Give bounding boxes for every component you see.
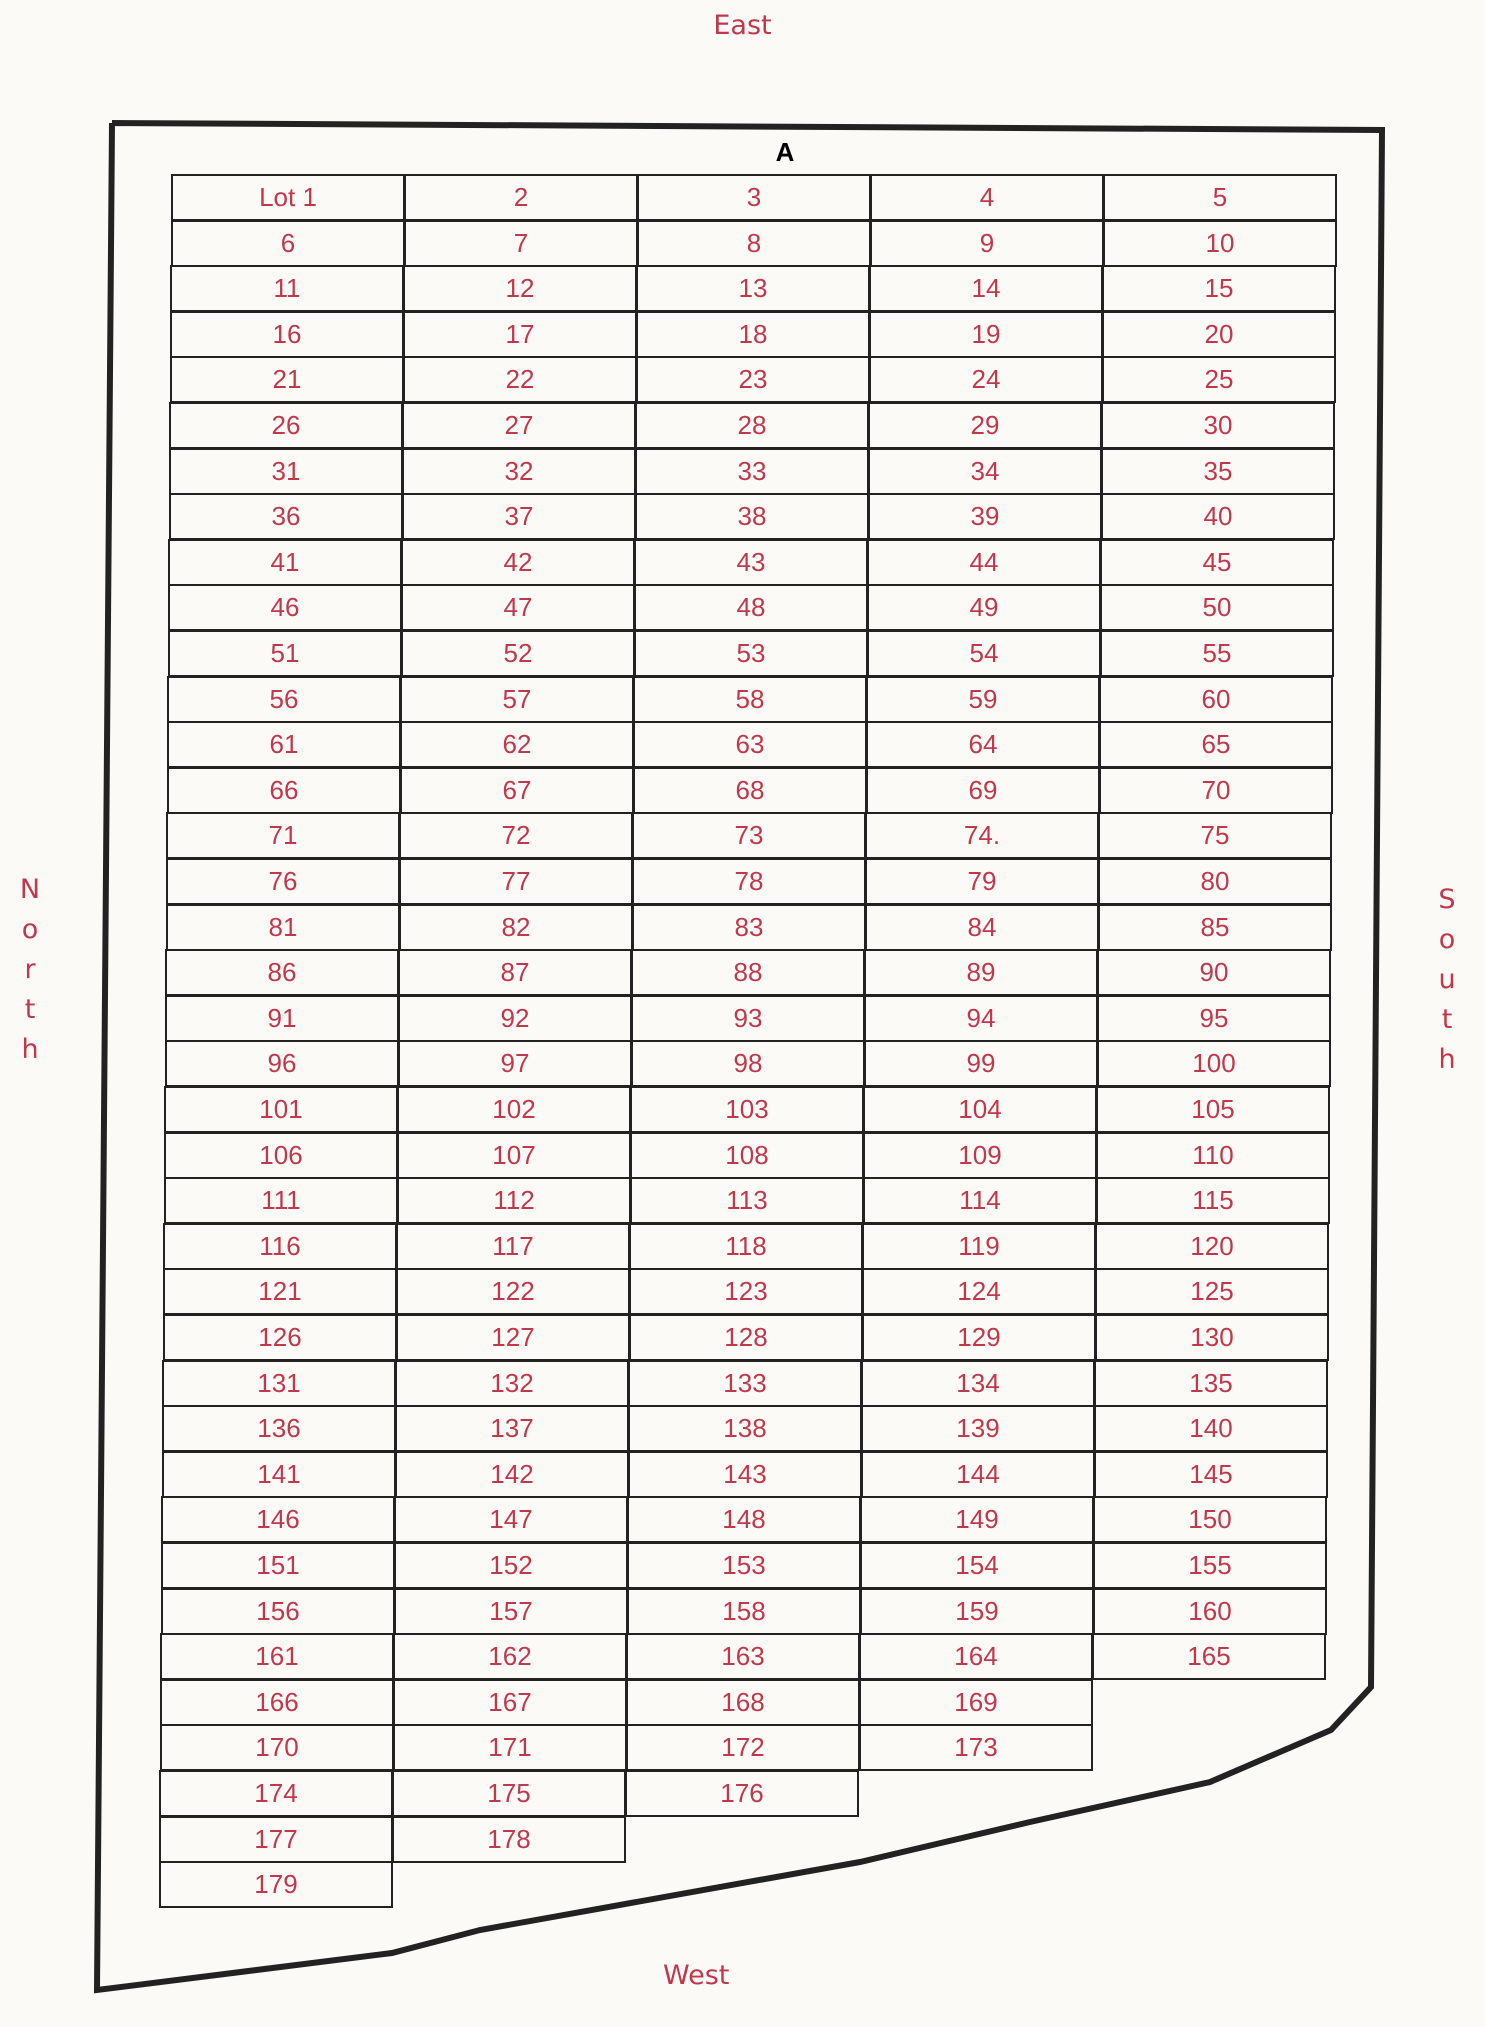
lot-cell: 104 — [863, 1086, 1097, 1133]
lot-cell: 63 — [633, 721, 867, 768]
south-letter: h — [1438, 1044, 1456, 1075]
lot-cell: 21 — [170, 356, 404, 403]
lot-cell: 168 — [626, 1679, 860, 1726]
lot-cell: 165 — [1092, 1633, 1326, 1680]
lot-cell: 36 — [169, 493, 403, 540]
lot-cell: 66 — [167, 767, 401, 814]
lot-cell: 128 — [629, 1314, 863, 1361]
lot-cell: 67 — [400, 767, 634, 814]
lot-cell: 65 — [1099, 721, 1333, 768]
lot-cell: 157 — [394, 1588, 628, 1635]
lot-cell: 93 — [631, 995, 865, 1042]
lot-cell: 32 — [402, 448, 636, 495]
lot-cell: 139 — [861, 1405, 1095, 1452]
lot-cell: 75 — [1098, 812, 1332, 859]
lot-cell: 97 — [398, 1040, 632, 1087]
lot-cell: 145 — [1094, 1451, 1328, 1498]
lot-cell: 124 — [862, 1268, 1096, 1315]
lot-cell: 59 — [866, 676, 1100, 723]
north-letter: o — [21, 914, 39, 945]
lot-cell: 166 — [160, 1679, 394, 1726]
lot-cell: 78 — [632, 858, 866, 905]
lot-cell: 103 — [630, 1086, 864, 1133]
lot-cell: 89 — [864, 949, 1098, 996]
south-letter: u — [1438, 964, 1456, 995]
lot-cell: 22 — [403, 356, 637, 403]
lot-cell: 79 — [865, 858, 1099, 905]
lot-cell: 5 — [1103, 174, 1337, 221]
lot-cell: 54 — [867, 630, 1101, 677]
lot-cell: 118 — [629, 1223, 863, 1270]
lot-cell: 162 — [393, 1633, 627, 1680]
lot-cell: 125 — [1095, 1268, 1329, 1315]
lot-cell: 119 — [862, 1223, 1096, 1270]
lot-cell: 110 — [1096, 1132, 1330, 1179]
lot-cell: 161 — [160, 1633, 394, 1680]
lot-cell: 41 — [168, 539, 402, 586]
lot-cell: 150 — [1093, 1496, 1327, 1543]
lot-cell: 176 — [625, 1770, 859, 1817]
lot-cell: 69 — [866, 767, 1100, 814]
lot-cell: 99 — [864, 1040, 1098, 1087]
lot-cell: 2 — [404, 174, 638, 221]
lot-cell: 46 — [168, 584, 402, 631]
lot-cell: 122 — [396, 1268, 630, 1315]
lot-cell: 130 — [1095, 1314, 1329, 1361]
lot-cell: 9 — [870, 220, 1104, 267]
lot-cell: 117 — [396, 1223, 630, 1270]
lot-cell: 179 — [159, 1861, 393, 1908]
lot-cell: 116 — [163, 1223, 397, 1270]
lot-cell: 101 — [164, 1086, 398, 1133]
lot-cell: 98 — [631, 1040, 865, 1087]
lot-cell: 136 — [162, 1405, 396, 1452]
lot-cell: 4 — [870, 174, 1104, 221]
lot-cell: 49 — [867, 584, 1101, 631]
lot-cell: 31 — [169, 448, 403, 495]
lot-cell: 12 — [403, 265, 637, 312]
lot-cell: 135 — [1094, 1360, 1328, 1407]
lot-cell: 175 — [392, 1770, 626, 1817]
lot-cell: 18 — [636, 311, 870, 358]
lot-cell: 127 — [396, 1314, 630, 1361]
north-letter: r — [24, 954, 36, 985]
lot-cell: 40 — [1101, 493, 1335, 540]
lot-cell: 38 — [635, 493, 869, 540]
lot-cell: 140 — [1094, 1405, 1328, 1452]
lot-cell: 167 — [393, 1679, 627, 1726]
lot-cell: 57 — [400, 676, 634, 723]
lot-cell: 153 — [627, 1542, 861, 1589]
lot-cell: 138 — [628, 1405, 862, 1452]
lot-cell: 27 — [402, 402, 636, 449]
lot-cell: 51 — [168, 630, 402, 677]
lot-cell: 107 — [397, 1132, 631, 1179]
lot-cell: 100 — [1097, 1040, 1331, 1087]
lot-cell: 84 — [865, 904, 1099, 951]
lot-cell: 113 — [630, 1177, 864, 1224]
lot-cell: 86 — [165, 949, 399, 996]
lot-cell: 73 — [632, 812, 866, 859]
lot-cell: 74. — [865, 812, 1099, 859]
lot-cell: 121 — [163, 1268, 397, 1315]
lot-cell: 120 — [1095, 1223, 1329, 1270]
lot-cell: 20 — [1102, 311, 1336, 358]
north-letter: h — [21, 1034, 39, 1065]
lot-cell: 42 — [401, 539, 635, 586]
lot-cell: 87 — [398, 949, 632, 996]
lot-cell: 43 — [634, 539, 868, 586]
lot-cell: 146 — [161, 1496, 395, 1543]
lot-cell: 35 — [1101, 448, 1335, 495]
lot-cell: 158 — [627, 1588, 861, 1635]
lot-cell: 95 — [1097, 995, 1331, 1042]
lot-cell: 56 — [167, 676, 401, 723]
lot-cell: 45 — [1100, 539, 1334, 586]
west-label: West — [663, 1960, 730, 1991]
lot-cell: 33 — [635, 448, 869, 495]
lot-cell: 92 — [398, 995, 632, 1042]
lot-cell: 105 — [1096, 1086, 1330, 1133]
lot-cell: 108 — [630, 1132, 864, 1179]
lot-cell: 39 — [868, 493, 1102, 540]
lot-cell: 23 — [636, 356, 870, 403]
lot-cell: 82 — [399, 904, 633, 951]
lot-cell: 47 — [401, 584, 635, 631]
lot-cell: 177 — [159, 1816, 393, 1863]
lot-cell: 68 — [633, 767, 867, 814]
lot-cell: 7 — [404, 220, 638, 267]
lot-cell: 131 — [162, 1360, 396, 1407]
lot-cell: 17 — [403, 311, 637, 358]
block-label: A — [775, 137, 795, 167]
south-letter: S — [1438, 884, 1456, 915]
lot-cell: 55 — [1100, 630, 1334, 677]
lot-cell: 156 — [161, 1588, 395, 1635]
lot-cell: 174 — [159, 1770, 393, 1817]
lot-cell: 172 — [626, 1724, 860, 1771]
lot-cell: 30 — [1101, 402, 1335, 449]
north-letter: N — [19, 874, 41, 905]
lot-cell: 53 — [634, 630, 868, 677]
lot-cell: 160 — [1093, 1588, 1327, 1635]
lot-cell: 50 — [1100, 584, 1334, 631]
lot-cell: 91 — [165, 995, 399, 1042]
lot-cell: 152 — [394, 1542, 628, 1589]
lot-cell: 72 — [399, 812, 633, 859]
lot-cell: Lot 1 — [171, 174, 405, 221]
lot-cell: 134 — [861, 1360, 1095, 1407]
lot-cell: 147 — [394, 1496, 628, 1543]
lot-cell: 126 — [163, 1314, 397, 1361]
lot-cell: 159 — [860, 1588, 1094, 1635]
lot-cell: 132 — [395, 1360, 629, 1407]
lot-cell: 52 — [401, 630, 635, 677]
lot-cell: 154 — [860, 1542, 1094, 1589]
lot-cell: 109 — [863, 1132, 1097, 1179]
lot-cell: 123 — [629, 1268, 863, 1315]
lot-cell: 26 — [169, 402, 403, 449]
lot-cell: 173 — [859, 1724, 1093, 1771]
lot-cell: 114 — [863, 1177, 1097, 1224]
south-letter: t — [1441, 1004, 1453, 1035]
lot-cell: 129 — [862, 1314, 1096, 1361]
lot-cell: 11 — [170, 265, 404, 312]
lot-cell: 142 — [395, 1451, 629, 1498]
lot-cell: 15 — [1102, 265, 1336, 312]
lot-cell: 76 — [166, 858, 400, 905]
lot-cell: 115 — [1096, 1177, 1330, 1224]
lot-cell: 13 — [636, 265, 870, 312]
lot-cell: 80 — [1098, 858, 1332, 905]
lot-cell: 143 — [628, 1451, 862, 1498]
lot-cell: 34 — [868, 448, 1102, 495]
lot-cell: 141 — [162, 1451, 396, 1498]
lot-cell: 25 — [1102, 356, 1336, 403]
lot-cell: 61 — [167, 721, 401, 768]
lot-cell: 112 — [397, 1177, 631, 1224]
lot-cell: 44 — [867, 539, 1101, 586]
lot-cell: 106 — [164, 1132, 398, 1179]
lot-cell: 148 — [627, 1496, 861, 1543]
lot-cell: 77 — [399, 858, 633, 905]
lot-cell: 37 — [402, 493, 636, 540]
lot-cell: 3 — [637, 174, 871, 221]
lot-cell: 64 — [866, 721, 1100, 768]
lot-cell: 24 — [869, 356, 1103, 403]
lot-cell: 71 — [166, 812, 400, 859]
lot-cell: 48 — [634, 584, 868, 631]
lot-cell: 70 — [1099, 767, 1333, 814]
lot-cell: 94 — [864, 995, 1098, 1042]
lot-cell: 155 — [1093, 1542, 1327, 1589]
lot-cell: 144 — [861, 1451, 1095, 1498]
lot-cell: 10 — [1103, 220, 1337, 267]
lot-cell: 90 — [1097, 949, 1331, 996]
lot-cell: 88 — [631, 949, 865, 996]
lot-cell: 149 — [860, 1496, 1094, 1543]
lot-cell: 133 — [628, 1360, 862, 1407]
lot-cell: 170 — [160, 1724, 394, 1771]
lot-cell: 60 — [1099, 676, 1333, 723]
lot-cell: 178 — [392, 1816, 626, 1863]
lot-cell: 29 — [868, 402, 1102, 449]
lot-cell: 137 — [395, 1405, 629, 1452]
lot-cell: 111 — [164, 1177, 398, 1224]
lot-cell: 85 — [1098, 904, 1332, 951]
lot-cell: 164 — [859, 1633, 1093, 1680]
lot-cell: 81 — [166, 904, 400, 951]
lot-cell: 96 — [165, 1040, 399, 1087]
north-letter: t — [24, 994, 36, 1025]
east-label: East — [713, 10, 772, 41]
lot-cell: 151 — [161, 1542, 395, 1589]
lot-cell: 102 — [397, 1086, 631, 1133]
lot-cell: 169 — [859, 1679, 1093, 1726]
lot-cell: 14 — [869, 265, 1103, 312]
lot-cell: 58 — [633, 676, 867, 723]
south-letter: o — [1438, 924, 1456, 955]
lot-cell: 163 — [626, 1633, 860, 1680]
lot-cell: 83 — [632, 904, 866, 951]
lot-cell: 62 — [400, 721, 634, 768]
lot-cell: 16 — [170, 311, 404, 358]
lot-cell: 171 — [393, 1724, 627, 1771]
lot-cell: 19 — [869, 311, 1103, 358]
lot-cell: 6 — [171, 220, 405, 267]
lot-cell: 8 — [637, 220, 871, 267]
lot-cell: 28 — [635, 402, 869, 449]
